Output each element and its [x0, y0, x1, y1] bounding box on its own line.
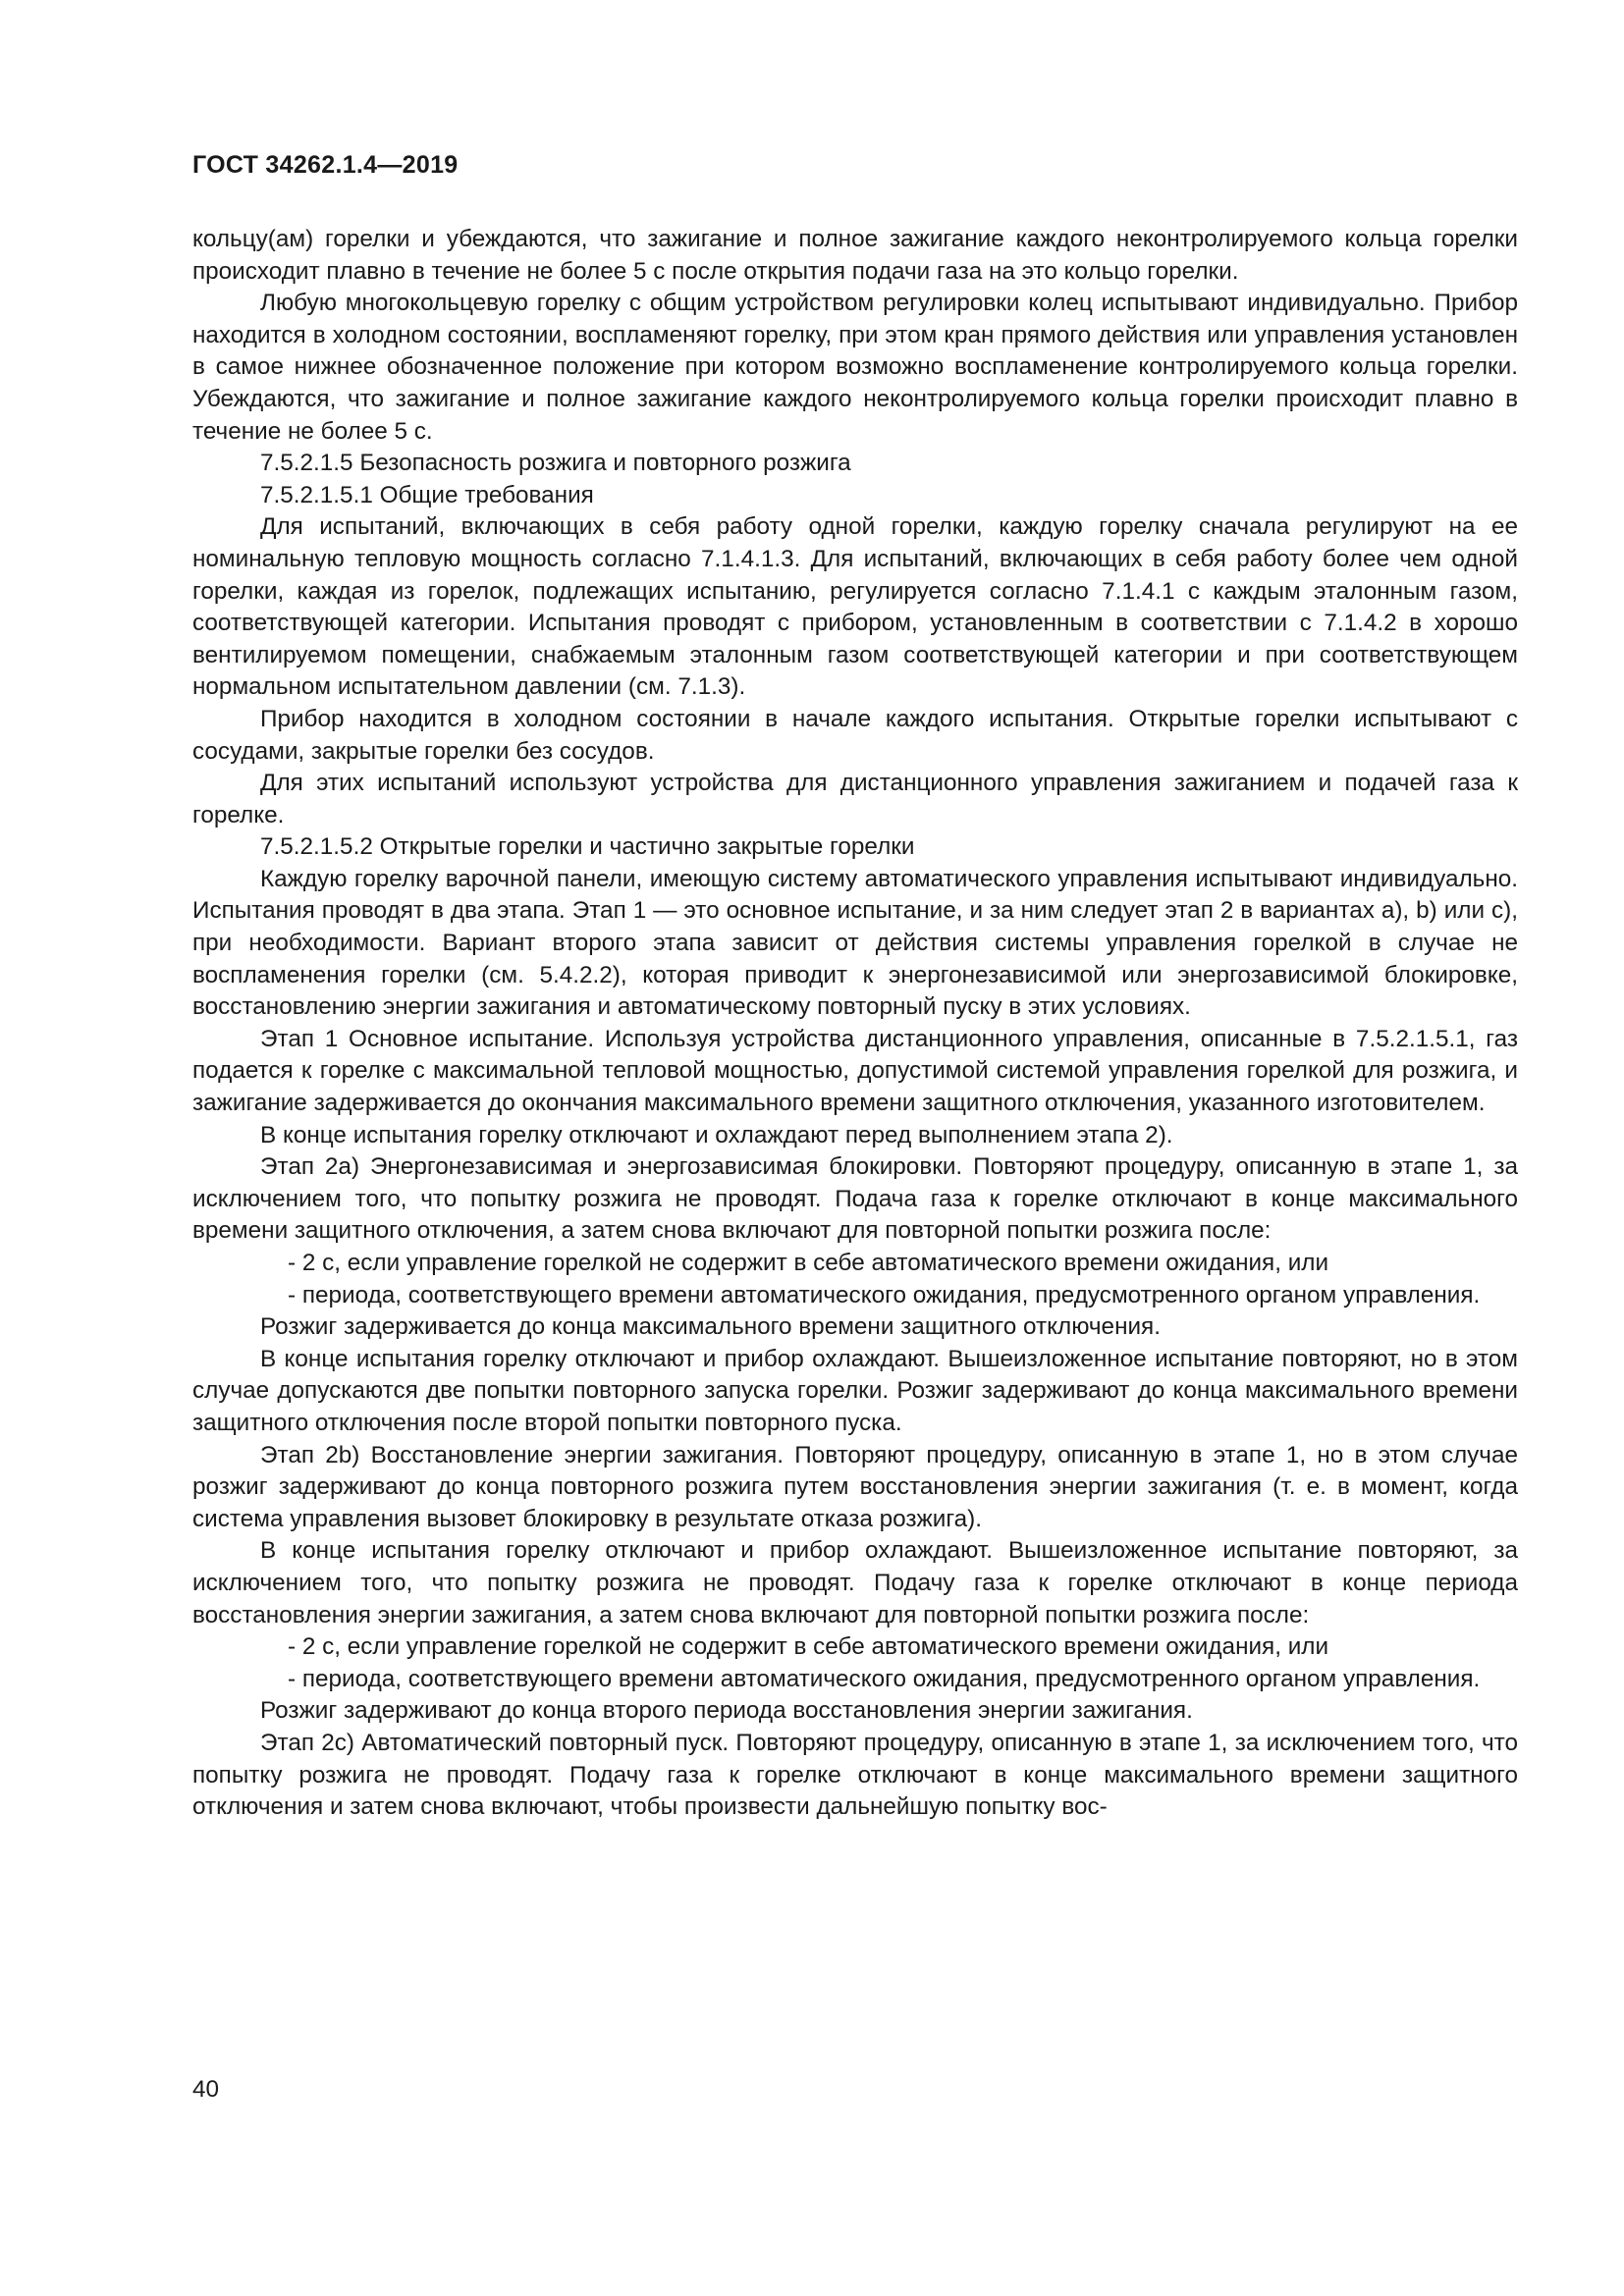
- list-item-waiting-period-2a: - периода, соответствующего времени автоматического ожидания, предусмотренного органом управления.: [288, 1281, 1481, 1308]
- paragraph-continuation: кольцу(ам) горелки и убеждаются, что зажигание и полное зажигание каждого неконтролируемого кольца горелки происходит плавно в течение не более 5 с после открытия подачи газа на это кольцо горелки.: [192, 226, 1518, 285]
- paragraph-ignition-delay-2b: Розжиг задерживают до конца второго периода восстановления энергии зажигания.: [260, 1697, 1193, 1725]
- document-header-standard-id: ГОСТ 34262.1.4—2019: [192, 151, 459, 179]
- document-body: [192, 224, 1518, 1824]
- paragraph-cold-state: Прибор находится в холодном состоянии в начале каждого испытания. Открытые горелки испытывают с сосудами, закрытые горелки без сосудов.: [192, 705, 1518, 765]
- list-item-waiting-period-2b: - периода, соответствующего времени автоматического ожидания, предусмотренного органом управления.: [288, 1665, 1481, 1692]
- section-heading-7-5-2-1-5: 7.5.2.1.5 Безопасность розжига и повторного розжига: [260, 450, 851, 477]
- section-heading-7-5-2-1-5-2: 7.5.2.1.5.2 Открытые горелки и частично закрытые горелки: [260, 833, 915, 861]
- paragraph-ignition-delay-2a: Розжиг задерживается до конца максимального времени защитного отключения.: [260, 1313, 1161, 1341]
- list-item-2s-2b: - 2 с, если управление горелкой не содержит в себе автоматического времени ожидания, или: [288, 1633, 1329, 1661]
- paragraph-remote-control: Для этих испытаний используют устройства для дистанционного управления зажиганием и подачей газа к горелке.: [192, 770, 1518, 828]
- paragraph-stage-1: Этап 1 Основное испытание. Используя устройства дистанционного управления, описанные в 7.5.2.1.5.1, газ подается к горелке с максимальной тепловой мощностью, допустимой системой управления горелкой для розжига, и зажигание задерживается до окончания максимального времени защитного отключения, указанного изготовителем.: [192, 1025, 1518, 1117]
- paragraph-two-restart-attempts: В конце испытания горелку отключают и прибор охлаждают. Вышеизложенное испытание повторяют, но в этом случае допускаются две попытки повторного запуска горелки. Розжиг задерживают до конца максимального времени защитного отключения после второй попытки повторного пуска.: [192, 1345, 1518, 1436]
- paragraph-stage-2c: Этап 2с) Автоматический повторный пуск. Повторяют процедуру, описанную в этапе 1, за исключением того, что попытку розжига не проводят. Подачу газа к горелке отключают в конце максимального времени защитного отключения и затем снова включают, чтобы произвести дальнейшую попытку вос-: [192, 1729, 1518, 1821]
- paragraph-stage-2b-repeat: В конце испытания горелку отключают и прибор охлаждают. Вышеизложенное испытание повторяют, за исключением того, что попытку розжига не проводят. Подачу газа к горелке отключают в конце периода восстановления энергии зажигания, а затем снова включают для повторной попытки розжига после:: [192, 1537, 1518, 1629]
- paragraph-stage-1-end: В конце испытания горелку отключают и охлаждают перед выполнением этапа 2).: [260, 1121, 1173, 1148]
- paragraph-multiring-burner: Любую многокольцевую горелку с общим устройством регулировки колец испытывают индивидуально. Прибор находится в холодном состоянии, воспламеняют горелку, при этом кран прямого действия или управления установлен в самое нижнее обозначенное положение при котором возможно воспламенение контролируемого кольца горелки. Убеждаются, что зажигание и полное зажигание каждого неконтролируемого кольца горелки происходит плавно в течение не более 5 с.: [192, 290, 1518, 445]
- list-item-2s-2a: - 2 с, если управление горелкой не содержит в себе автоматического времени ожидания, или: [288, 1250, 1329, 1276]
- paragraph-test-stages: Каждую горелку варочной панели, имеющую систему автоматического управления испытывают индивидуально. Испытания проводят в два этапа. Этап 1 — это основное испытание, и за ним следует этап 2 в вариантах а), b) или с), при необходимости. Вариант второго этапа зависит от действия системы управления горелкой в случае не воспламенения горелки (см. 5.4.2.2), которая приводит к энергонезависимой или энергозависимой блокировке, восстановлению энергии зажигания и автоматическому повторный пуску в этих условиях.: [192, 865, 1518, 1021]
- paragraph-general-requirements: Для испытаний, включающих в себя работу одной горелки, каждую горелку сначала регулируют на ее номинальную тепловую мощность согласно 7.1.4.1.3. Для испытаний, включающих в себя работу более чем одной горелки, каждая из горелок, подлежащих испытанию, регулируется согласно 7.1.4.1 с каждым эталонным газом, соответствующей категории. Испытания проводят с прибором, установленным в соответствии с 7.1.4.2 в хорошо вентилируемом помещении, снабжаемым эталонным газом соответствующей категории и при соответствующем нормальном испытательном давлении (см. 7.1.3).: [192, 513, 1518, 701]
- section-heading-7-5-2-1-5-1: 7.5.2.1.5.1 Общие требования: [260, 481, 594, 508]
- page-number: 40: [192, 2076, 220, 2103]
- paragraph-stage-2b: Этап 2b) Восстановление энергии зажигания. Повторяют процедуру, описанную в этапе 1, но в этом случае розжиг задерживают до конца повторного розжига путем восстановления энергии зажигания (т. е. в момент, когда система управления вызовет блокировку в результате отказа розжига).: [192, 1441, 1518, 1532]
- paragraph-stage-2a: Этап 2а) Энергонезависимая и энергозависимая блокировки. Повторяют процедуру, описанную в этапе 1, за исключением того, что попытку розжига не проводят. Подача газа к горелке отключают в конце максимального времени защитного отключения, а затем снова включают для повторной попытки розжига после:: [192, 1153, 1518, 1245]
